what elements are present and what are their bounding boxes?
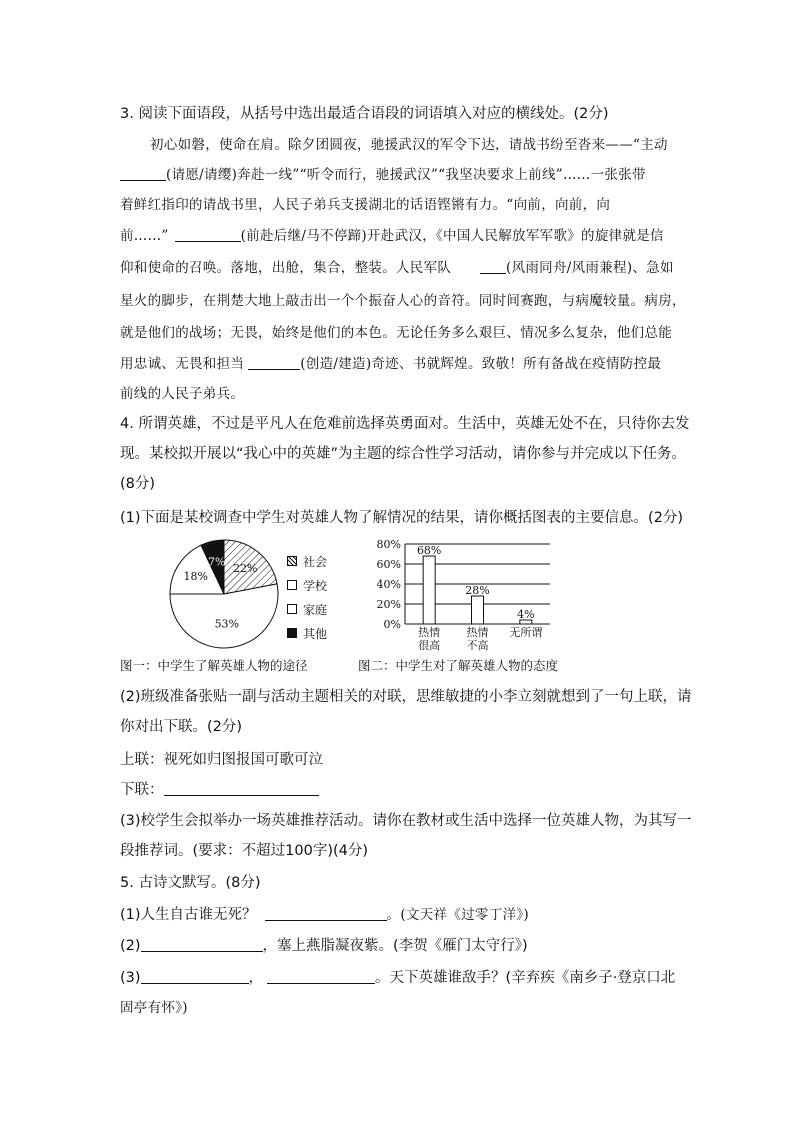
q3-passage-line: (请愿/请缨)奔赴一线”“听令而行，驰援武汉”“我坚决要求上前线”……一张张带 [120,164,646,186]
bar-chart [370,536,560,656]
q5-line-1: (1)人生自古谁无死？ 。(文天祥《过零丁洋》) [120,907,529,923]
upper-couplet: 上联：视死如归图报国可歌可泣 [120,752,323,768]
black-swatch-icon [287,628,297,638]
y-tick-label: 40% [376,578,401,591]
pie-chart-caption: 图一：中学生了解英雄人物的途径 [120,658,308,673]
q4-subquestion-2-cont: 你对出下联。(2分) [120,719,243,735]
q5-title: 5. 古诗文默写。(8分) [120,875,261,891]
y-tick-label: 80% [376,538,401,551]
white-swatch-icon [287,604,297,614]
pie-data-label: 7% [207,555,226,569]
q3-passage-line: 初心如磐，使命在肩。除夕团圆夜，驰援武汉的军令下达，请战书纷至沓来——“主动 [150,137,668,153]
q4-intro-line: 现。某校拟开展以“我心中的英雄”为主题的综合性学习活动，请你参与并完成以下任务。 [120,446,687,462]
answer-blank[interactable] [175,226,241,242]
q3-passage-line: 星火的脚步，在荆楚大地上敲击出一个个振奋人心的音符。同时间赛跑，与病魔较量。病房， [120,293,686,309]
x-category-label: 热情很高 [418,626,441,652]
q4-subquestion-2: (2)班级准备张贴一副与活动主题相关的对联，思维敏捷的小李立刻就想到了一句上联，请 [120,689,692,705]
bar [472,596,484,624]
q3-passage-line: 着鲜红指印的请战书里，人民子弟兵支援湖北的话语铿锵有力。“向前，向前，向 [120,197,611,213]
pie-data-label: 22% [233,562,258,576]
q3-passage-line: 前线的人民子弟兵。 [120,386,245,402]
hatch-swatch-icon [287,556,297,566]
q3-passage-line: 就是他们的战场；无畏，始终是他们的本色。无论任务多么艰巨、情况多么复杂，他们总能 [120,325,672,341]
x-category-label: 热情不高 [466,626,489,652]
answer-blank[interactable] [265,905,387,921]
pie-chart [168,538,280,650]
q3-passage-line: (风雨同舟/风雨兼程)、急如 [480,257,674,279]
answer-blank[interactable] [141,968,249,984]
q4-subquestion-3: (3)校学生会拟举办一场英雄推荐活动。请你在教材或生活中选择一位英雄人物，为其写一 [120,813,692,829]
answer-blank[interactable] [267,968,375,984]
pie-data-label: 18% [183,570,208,584]
q4-score: (8分) [120,476,156,492]
q4-subquestion-1: (1)下面是某校调查中学生对英雄人物了解情况的结果，请你概括图表的主要信息。(2分) [120,510,684,526]
answer-blank[interactable] [164,780,319,796]
lower-couplet: 下联： [120,779,319,801]
bar-data-label: 68% [416,544,442,557]
q3-title: 3. 阅读下面语段，从括号中选出最适合语段的词语填入对应的横线处。(2分) [120,106,609,122]
answer-blank[interactable] [120,165,166,181]
q5-line-4: 固亭有怀》) [120,1000,188,1016]
x-category-label: 无所谓 [509,626,543,639]
bar [423,556,435,624]
y-tick-label: 20% [376,598,401,611]
answer-blank[interactable] [248,354,300,370]
q3-passage-line: 仰和使命的召唤。落地，出舱，集合，整装。人民军队 [120,260,452,276]
q3-passage-line: 前……” (前赴后继/马不停蹄)开赴武汉，《中国人民解放军军歌》的旋律就是信 [120,228,664,244]
bar-data-label: 4% [517,608,535,621]
q5-line-2: (2) ，塞上燕脂凝夜紫。(李贺《雁门太守行》) [120,938,528,954]
y-tick-label: 0% [383,618,401,631]
q4-intro-line: 4. 所谓英雄，不过是平凡人在危难前选择英勇面对。生活中，英雄无处不在，只待你去发 [120,416,690,432]
q3-passage-line: 用忠诚、无畏和担当 (创造/建造)奇迹、书就辉煌。致敬！所有备战在疫情防控最 [120,356,662,372]
white-swatch-icon [287,580,297,590]
answer-blank[interactable] [480,258,506,274]
pie-data-label: 53% [214,617,240,631]
q4-subquestion-3-cont: 段推荐词。(要求：不超过100字)(4分) [120,843,369,859]
q5-line-3: (3) ， 。天下英雄谁敌手？(辛弃疾《南乡子·登京口北 [120,970,676,986]
bar-chart-caption: 图二：中学生对了解英雄人物的态度 [358,658,559,673]
y-tick-label: 60% [376,558,401,571]
answer-blank[interactable] [141,936,263,952]
bar-data-label: 28% [465,584,490,597]
